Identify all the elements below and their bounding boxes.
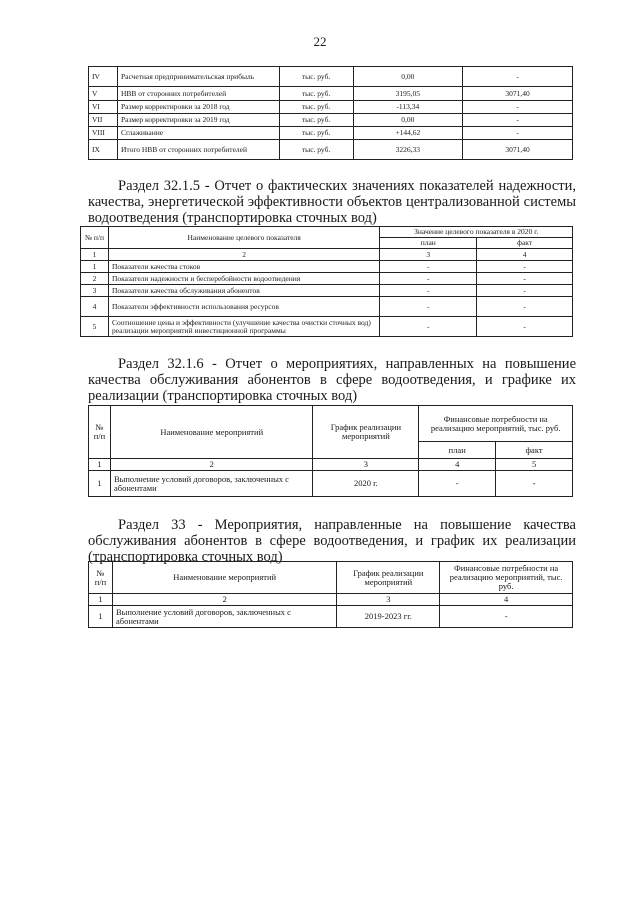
table-section-32-1-5: № п/п Наименование целевого показателя Значение целевого показателя в 2020 г. план факт 1 2 3 4 1 Показатели качества стоков - - 2 Показатели надежности и бесперебойности водоотведения - - 3 Показатели качества обслуживания абонентов - - 4 Показатели эффективности использования ресурсов - - 5 Соотношение цены и эффективности (улучшение качества очистки сточных вод) реализации мероприятий инвестиционной программы - -: [80, 226, 573, 337]
section-33-heading: Раздел 33 - Мероприятия, направленные на повышение качества обслуживания абонентов в сфере водоотведения, и график их реализации (транспортировка сточных вод): [88, 517, 576, 565]
table-row: VIII Сглаживание тыс. руб. +144,62 -: [89, 127, 573, 140]
table-row: 1 Показатели качества стоков - -: [81, 261, 573, 273]
table-row: IX Итого НВВ от сторонних потребителей тыс. руб. 3226,33 3071,40: [89, 140, 573, 160]
table-row: 4 Показатели эффективности использования ресурсов - -: [81, 297, 573, 317]
table-row: 1 Выполнение условий договоров, заключенных с абонентами 2020 г. - -: [89, 471, 573, 497]
table-row: IV Расчетная предпринимательская прибыль тыс. руб. 0,00 -: [89, 67, 573, 87]
page-number: 22: [313, 34, 327, 49]
table-row: 1 Выполнение условий договоров, заключенных с абонентами 2019-2023 гг. -: [89, 606, 573, 628]
table-section-32-1-6: № п/п Наименование мероприятий График реализации мероприятий Финансовые потребности на реализацию мероприятий, тыс. руб. план факт 1 2 3 4 5 1 Выполнение условий договоров, заключенных с абонентами 2020 г. - -: [88, 405, 573, 497]
table-section-33: № п/п Наименование мероприятий График реализации мероприятий Финансовые потребности на реализацию мероприятий, тыс. руб. 1 2 3 4 1 Выполнение условий договоров, заключенных с абонентами 2019-2023 гг. -: [88, 561, 573, 628]
table-row: 5 Соотношение цены и эффективности (улучшение качества очистки сточных вод) реализации мероприятий инвестиционной программы - -: [81, 317, 573, 337]
table-row: VI Размер корректировки за 2018 год тыс. руб. -113,34 -: [89, 101, 573, 114]
table-row: 2 Показатели надежности и бесперебойности водоотведения - -: [81, 273, 573, 285]
table-top: [88, 66, 573, 160]
section-32-1-6-heading: Раздел 32.1.6 - Отчет о мероприятиях, направленных на повышение качества обслуживания абонентов в сфере водоотведения, и графике их реализации (транспортировка сточных вод): [88, 356, 576, 404]
table-row: VII Размер корректировки за 2019 год тыс. руб. 0,00 -: [89, 114, 573, 127]
table-row: 3 Показатели качества обслуживания абонентов - -: [81, 285, 573, 297]
section-32-1-5-heading: Раздел 32.1.5 - Отчет о фактических значениях показателей надежности, качества, энергетической эффективности объектов централизованной системы водоотведения (транспортировка сточных вод): [88, 178, 576, 226]
table-row: V НВВ от сторонних потребителей тыс. руб. 3195,05 3071,40: [89, 87, 573, 101]
